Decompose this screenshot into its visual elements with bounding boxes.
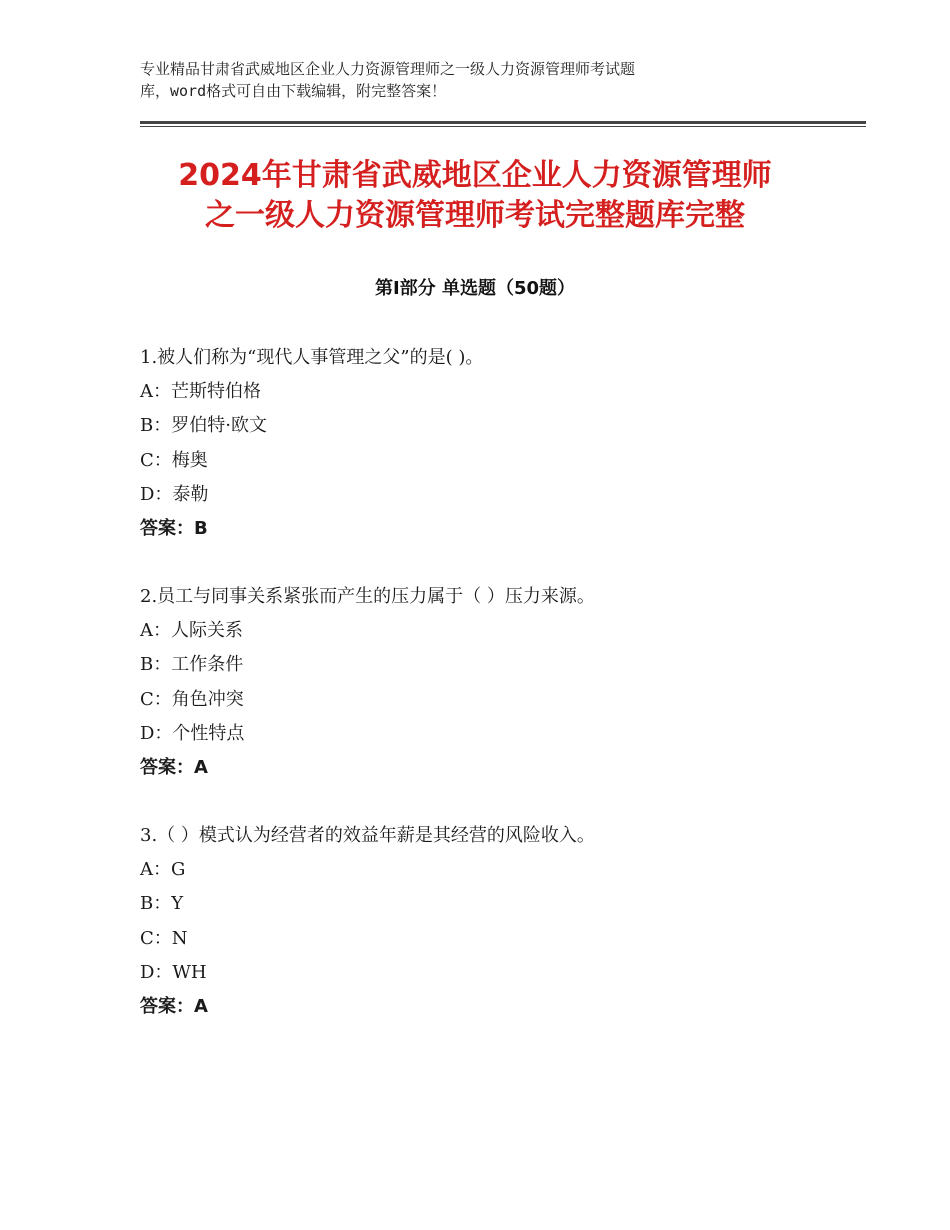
option-c: C：角色冲突 (140, 688, 244, 710)
question-3 (140, 823, 860, 1028)
option-a: A：芒斯特伯格 (140, 381, 261, 403)
question-1 (140, 345, 860, 550)
header-note-line-2: 库，word格式可自由下载编辑，附完整答案！ (140, 82, 447, 100)
question-stem: 2.员工与同事关系紧张而产生的压力属于（ ）压力来源。 (140, 586, 595, 607)
header-note-line-1: 专业精品甘肃省武威地区企业人力资源管理师之一级人力资源管理师考试题 (140, 60, 636, 78)
option-d: D：个性特点 (140, 722, 245, 744)
option-a: A：人际关系 (140, 620, 243, 642)
document-title-line-1: 2024年甘肃省武威地区企业人力资源管理师 (178, 158, 772, 193)
option-c: C：N (140, 927, 188, 949)
header-note (140, 58, 780, 102)
option-d: D：泰勒 (140, 483, 209, 505)
answer: 答案：A (140, 756, 208, 778)
question-2 (140, 584, 860, 789)
header-divider-thin (140, 126, 866, 127)
option-a: A：G (140, 859, 186, 881)
answer: 答案：A (140, 995, 208, 1017)
document-title-line-2: 之一级人力资源管理师考试完整题库完整 (205, 198, 745, 233)
question-stem: 3.（ ）模式认为经营者的效益年薪是其经营的风险收入。 (140, 825, 595, 846)
option-b: B：Y (140, 893, 184, 915)
answer: 答案：B (140, 517, 208, 539)
option-d: D：WH (140, 961, 207, 983)
option-b: B：工作条件 (140, 654, 244, 676)
document-title (95, 156, 855, 236)
header-divider-thick (140, 121, 866, 124)
option-b: B：罗伯特·欧文 (140, 415, 267, 437)
option-c: C：梅奥 (140, 449, 208, 471)
section-heading: 第Ⅰ部分 单选题（50题） (374, 278, 575, 299)
question-stem: 1.被人们称为“现代人事管理之父”的是( )。 (140, 347, 484, 368)
